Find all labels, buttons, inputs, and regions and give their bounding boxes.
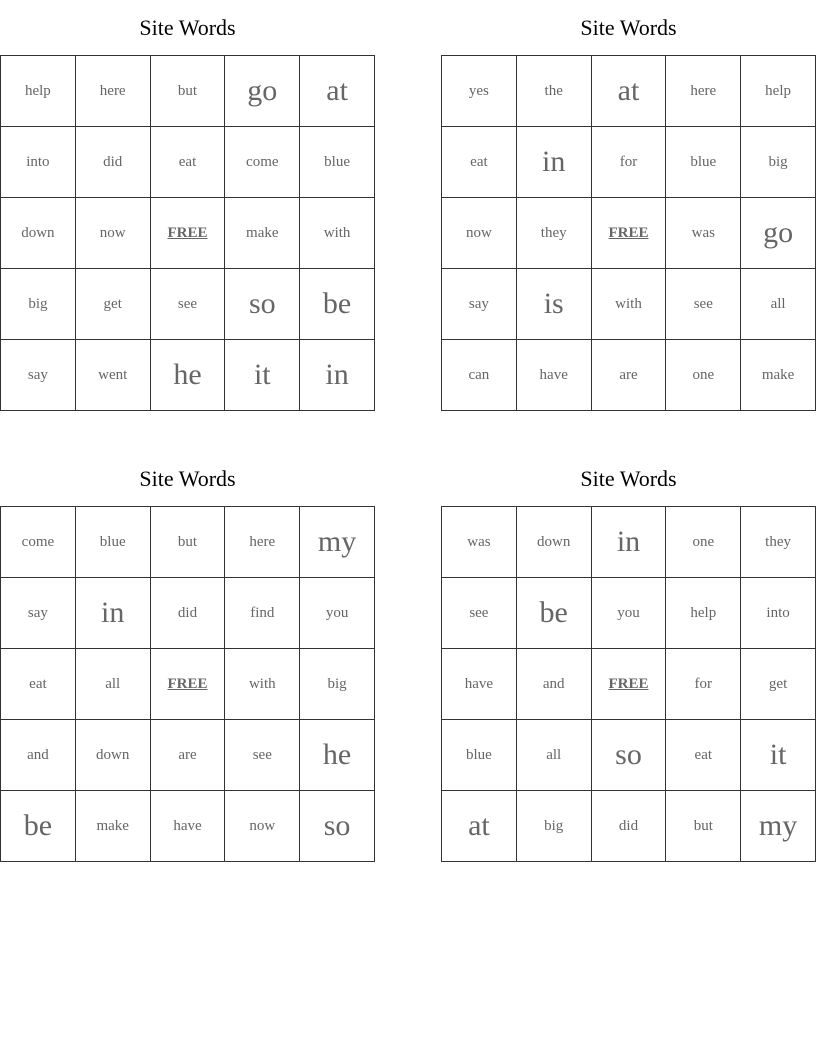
word-cell: one — [666, 340, 741, 411]
word-cell: all — [75, 649, 150, 720]
word-cell: for — [666, 649, 741, 720]
word-cell: into — [741, 578, 816, 649]
word-cell: big — [1, 269, 76, 340]
word-cell: blue — [300, 127, 375, 198]
card-title: Site Words — [580, 15, 677, 40]
card-title: Site Words — [580, 466, 677, 491]
word-cell: say — [442, 269, 517, 340]
word-cell: he — [300, 720, 375, 791]
grid-row — [1, 340, 375, 411]
grid-row — [1, 127, 375, 198]
word-cell: but — [666, 791, 741, 862]
grid-row — [1, 578, 375, 649]
word-cell: my — [300, 507, 375, 578]
word-cell: blue — [666, 127, 741, 198]
word-cell: have — [442, 649, 517, 720]
word-cell: in — [75, 578, 150, 649]
word-cell: did — [75, 127, 150, 198]
word-cell: it — [225, 340, 300, 411]
word-grid — [441, 55, 816, 411]
word-cell: you — [591, 578, 666, 649]
word-cell: it — [741, 720, 816, 791]
word-cell: at — [300, 56, 375, 127]
word-cell: yes — [442, 56, 517, 127]
word-cell: help — [1, 56, 76, 127]
word-cell: find — [225, 578, 300, 649]
word-cell: so — [300, 791, 375, 862]
word-cell: eat — [1, 649, 76, 720]
word-cell: so — [225, 269, 300, 340]
grid-row — [442, 340, 816, 411]
word-cell: but — [150, 507, 225, 578]
word-cell: be — [1, 791, 76, 862]
word-cell: get — [741, 649, 816, 720]
word-cell: help — [741, 56, 816, 127]
word-cell: have — [516, 340, 591, 411]
word-cell: big — [516, 791, 591, 862]
grid-row — [1, 56, 375, 127]
word-cell: help — [666, 578, 741, 649]
word-cell: see — [150, 269, 225, 340]
word-cell: with — [591, 269, 666, 340]
word-cell: they — [516, 198, 591, 269]
word-cell: say — [1, 578, 76, 649]
word-cell: was — [442, 507, 517, 578]
word-cell: into — [1, 127, 76, 198]
word-cell: get — [75, 269, 150, 340]
word-cell: make — [75, 791, 150, 862]
word-cell: make — [225, 198, 300, 269]
word-cell: down — [1, 198, 76, 269]
word-cell: all — [741, 269, 816, 340]
word-cell: did — [150, 578, 225, 649]
grid-row — [1, 720, 375, 791]
grid-row — [442, 578, 816, 649]
word-cell: here — [75, 56, 150, 127]
word-cell: here — [225, 507, 300, 578]
grid-row — [442, 198, 816, 269]
word-cell: make — [741, 340, 816, 411]
word-cell: are — [150, 720, 225, 791]
word-cell: are — [591, 340, 666, 411]
word-cell: so — [591, 720, 666, 791]
word-cell: now — [75, 198, 150, 269]
word-cell: come — [225, 127, 300, 198]
word-cell: was — [666, 198, 741, 269]
word-cell: now — [442, 198, 517, 269]
word-cell: see — [666, 269, 741, 340]
word-cell: with — [225, 649, 300, 720]
word-cell: be — [516, 578, 591, 649]
word-cell: went — [75, 340, 150, 411]
grid-row — [442, 720, 816, 791]
word-cell: eat — [442, 127, 517, 198]
word-cell: down — [75, 720, 150, 791]
word-cell: all — [516, 720, 591, 791]
word-cell: now — [225, 791, 300, 862]
word-cell: and — [1, 720, 76, 791]
word-cell: see — [225, 720, 300, 791]
grid-row — [442, 56, 816, 127]
word-cell: big — [300, 649, 375, 720]
grid-row — [1, 507, 375, 578]
free-cell: FREE — [150, 649, 225, 720]
word-cell: for — [591, 127, 666, 198]
word-cell: go — [741, 198, 816, 269]
grid-row — [442, 127, 816, 198]
word-cell: be — [300, 269, 375, 340]
word-cell: but — [150, 56, 225, 127]
word-cell: you — [300, 578, 375, 649]
word-cell: have — [150, 791, 225, 862]
word-grid — [0, 506, 375, 862]
word-cell: he — [150, 340, 225, 411]
word-cell: one — [666, 507, 741, 578]
word-cell: here — [666, 56, 741, 127]
word-cell: down — [516, 507, 591, 578]
free-cell: FREE — [150, 198, 225, 269]
card-title: Site Words — [139, 15, 236, 40]
word-cell: in — [591, 507, 666, 578]
grid-row — [1, 269, 375, 340]
word-cell: and — [516, 649, 591, 720]
word-cell: big — [741, 127, 816, 198]
word-cell: come — [1, 507, 76, 578]
word-cell: is — [516, 269, 591, 340]
word-cell: blue — [75, 507, 150, 578]
word-cell: my — [741, 791, 816, 862]
word-cell: say — [1, 340, 76, 411]
word-cell: in — [300, 340, 375, 411]
grid-row — [1, 791, 375, 862]
word-cell: eat — [150, 127, 225, 198]
word-cell: go — [225, 56, 300, 127]
word-cell: the — [516, 56, 591, 127]
grid-row — [442, 269, 816, 340]
grid-row — [1, 198, 375, 269]
word-cell: with — [300, 198, 375, 269]
grid-row — [442, 649, 816, 720]
word-cell: see — [442, 578, 517, 649]
word-cell: can — [442, 340, 517, 411]
word-cell: eat — [666, 720, 741, 791]
word-cell: at — [591, 56, 666, 127]
word-grid — [441, 506, 816, 862]
free-cell: FREE — [591, 649, 666, 720]
grid-row — [442, 791, 816, 862]
grid-row — [1, 649, 375, 720]
word-cell: at — [442, 791, 517, 862]
word-cell: did — [591, 791, 666, 862]
word-cell: in — [516, 127, 591, 198]
free-cell: FREE — [591, 198, 666, 269]
word-cell: blue — [442, 720, 517, 791]
grid-row — [442, 507, 816, 578]
word-cell: they — [741, 507, 816, 578]
word-grid — [0, 55, 375, 411]
card-title: Site Words — [139, 466, 236, 491]
